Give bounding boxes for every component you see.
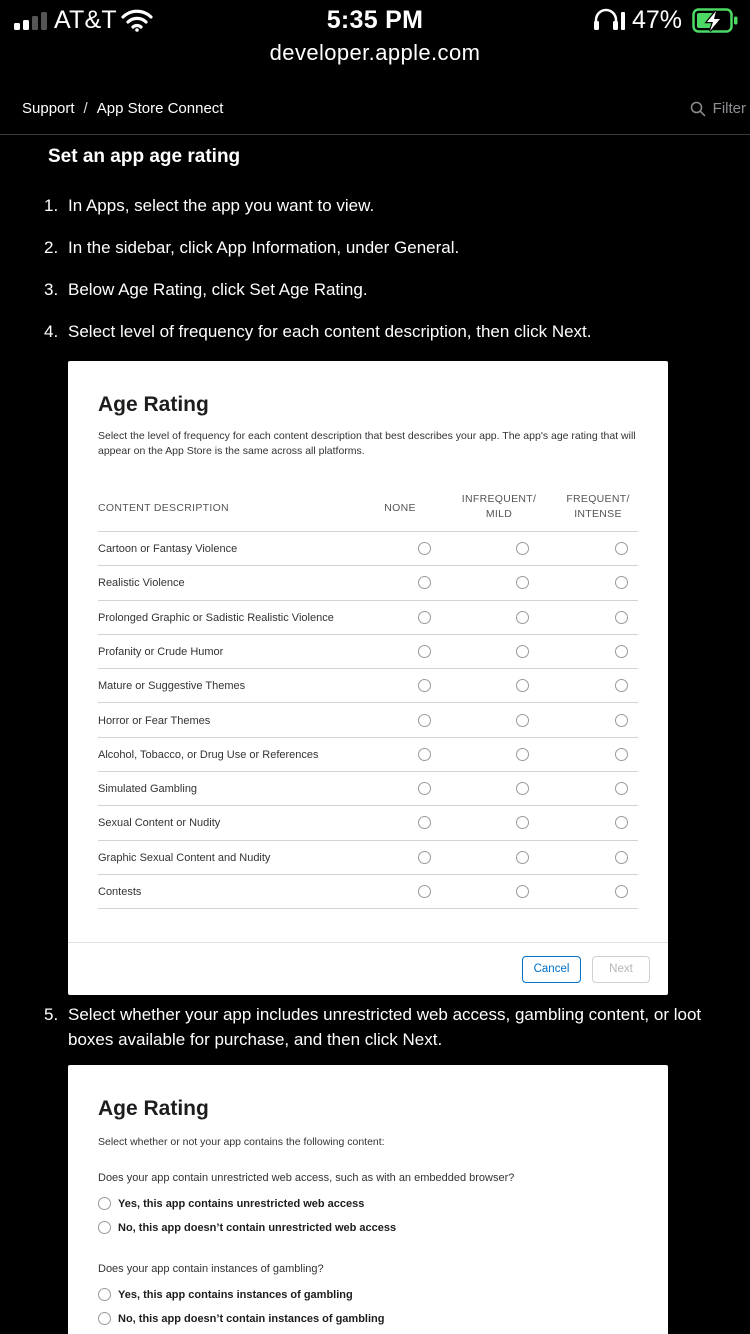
panel-footer-divider xyxy=(68,942,668,943)
panel-description: Select whether or not your app contains the following content: xyxy=(98,1136,385,1148)
breadcrumb-bar xyxy=(0,88,750,135)
step-number: 1. xyxy=(44,196,59,215)
step-text: In the sidebar, click App Information, under General. xyxy=(68,238,460,257)
table-row xyxy=(98,635,638,669)
radio-none[interactable] xyxy=(418,816,431,829)
step-number: 5. xyxy=(44,1005,59,1024)
content-description-label: Prolonged Graphic or Sadistic Realistic Violence xyxy=(98,611,334,624)
radio-frequent-intense[interactable] xyxy=(615,714,628,727)
table-row xyxy=(98,875,638,909)
table-header xyxy=(98,484,638,532)
step-number: 4. xyxy=(44,322,59,341)
radio-frequent-intense[interactable] xyxy=(615,679,628,692)
step-text: Select level of frequency for each content description, then click Next. xyxy=(68,322,592,341)
table-row xyxy=(98,669,638,703)
radio-frequent-intense[interactable] xyxy=(615,576,628,589)
column-header-line: INTENSE xyxy=(574,508,622,520)
step-text: Select whether your app includes unrestricted web access, gambling content, or loot boxes available for purchase, and then click Next. xyxy=(68,1005,702,1049)
list-item xyxy=(44,193,734,218)
column-header-line: MILD xyxy=(485,508,513,520)
list-item xyxy=(44,235,734,260)
radio-infrequent-mild[interactable] xyxy=(516,576,529,589)
radio-none[interactable] xyxy=(418,714,431,727)
radio-frequent-intense[interactable] xyxy=(615,542,628,555)
radio-none[interactable] xyxy=(418,576,431,589)
list-item xyxy=(44,1002,734,1052)
radio-infrequent-mild[interactable] xyxy=(516,851,529,864)
table-row xyxy=(98,704,638,738)
option-label: No, this app doesn’t contain unrestricted web access xyxy=(118,1221,397,1234)
radio-frequent-intense[interactable] xyxy=(615,748,628,761)
panel-title: Age Rating xyxy=(98,1097,209,1120)
radio-frequent-intense[interactable] xyxy=(615,611,628,624)
age-rating-content-screenshot xyxy=(68,1065,668,1334)
table-row xyxy=(98,601,638,635)
carrier-name: AT&T xyxy=(54,6,117,34)
cancel-button[interactable]: Cancel xyxy=(522,956,581,983)
next-button[interactable]: Next xyxy=(592,956,650,983)
panel-description: Select the level of frequency for each content description that best describes your app. The app's age rating that will appear on the App Store is the same across all platforms. xyxy=(98,430,636,457)
content-description-label: Alcohol, Tobacco, or Drug Use or References xyxy=(98,748,319,761)
table-row xyxy=(98,566,638,600)
radio-none[interactable] xyxy=(418,782,431,795)
content-description-label: Sexual Content or Nudity xyxy=(98,817,221,830)
breadcrumb-support-link[interactable]: Support xyxy=(22,100,75,117)
step-text: Below Age Rating, click Set Age Rating. xyxy=(68,280,368,299)
filter-label: Filter xyxy=(712,100,746,117)
question-gambling: Does your app contain instances of gambling? xyxy=(98,1263,324,1275)
radio-frequent-intense[interactable] xyxy=(615,816,628,829)
filter-search[interactable] xyxy=(690,100,746,117)
status-bar xyxy=(0,0,750,42)
radio-button[interactable] xyxy=(98,1312,111,1325)
content-description-label: Graphic Sexual Content and Nudity xyxy=(98,851,271,864)
radio-infrequent-mild[interactable] xyxy=(516,885,529,898)
column-header-frequent xyxy=(558,492,638,522)
search-icon xyxy=(690,101,706,117)
radio-infrequent-mild[interactable] xyxy=(516,542,529,555)
radio-none[interactable] xyxy=(418,679,431,692)
column-header-line: FREQUENT/ xyxy=(566,493,630,505)
radio-none[interactable] xyxy=(418,748,431,761)
question-web-access: Does your app contain unrestricted web access, such as with an embedded browser? xyxy=(98,1172,515,1184)
radio-infrequent-mild[interactable] xyxy=(516,679,529,692)
option-label: Yes, this app contains instances of gambling xyxy=(118,1288,353,1301)
breadcrumb-separator: / xyxy=(83,100,88,117)
list-item xyxy=(44,277,734,302)
radio-infrequent-mild[interactable] xyxy=(516,714,529,727)
breadcrumb-app-store-connect-link[interactable]: App Store Connect xyxy=(96,100,224,117)
radio-infrequent-mild[interactable] xyxy=(516,645,529,658)
radio-frequent-intense[interactable] xyxy=(615,851,628,864)
radio-infrequent-mild[interactable] xyxy=(516,611,529,624)
table-row xyxy=(98,841,638,875)
battery-percentage: 47% xyxy=(632,6,683,34)
column-header-content-description: CONTENT DESCRIPTION xyxy=(98,502,229,514)
content-description-label: Horror or Fear Themes xyxy=(98,714,211,727)
radio-none[interactable] xyxy=(418,645,431,658)
status-time: 5:35 PM xyxy=(326,6,424,34)
content-description-label: Mature or Suggestive Themes xyxy=(98,680,246,693)
radio-none[interactable] xyxy=(418,851,431,864)
option-label: Yes, this app contains unrestricted web access xyxy=(118,1197,365,1210)
address-bar-url[interactable]: developer.apple.com xyxy=(269,40,481,65)
age-rating-table-screenshot xyxy=(68,361,668,995)
radio-button[interactable] xyxy=(98,1221,111,1234)
option-gambling-no[interactable] xyxy=(98,1312,384,1325)
headphones-icon xyxy=(592,8,626,37)
table-row xyxy=(98,738,638,772)
radio-none[interactable] xyxy=(418,885,431,898)
content-description-label: Realistic Violence xyxy=(98,577,185,590)
panel-title: Age Rating xyxy=(98,393,209,416)
radio-none[interactable] xyxy=(418,542,431,555)
column-header-none: NONE xyxy=(384,502,416,514)
radio-button[interactable] xyxy=(98,1197,111,1210)
option-web-access-no[interactable] xyxy=(98,1221,396,1234)
radio-frequent-intense[interactable] xyxy=(615,885,628,898)
option-label: No, this app doesn’t contain instances of gambling xyxy=(118,1312,385,1325)
battery-charging-icon xyxy=(692,8,740,39)
step-text: In Apps, select the app you want to view. xyxy=(68,196,375,215)
content-description-label: Profanity or Crude Humor xyxy=(98,645,224,658)
column-header-line: INFREQUENT/ xyxy=(461,493,537,505)
step-number: 3. xyxy=(44,280,59,299)
content-description-label: Contests xyxy=(98,886,142,898)
radio-infrequent-mild[interactable] xyxy=(516,816,529,829)
radio-frequent-intense[interactable] xyxy=(615,645,628,658)
table-row xyxy=(98,806,638,840)
step-number: 2. xyxy=(44,238,59,257)
table-row xyxy=(98,772,638,806)
radio-button[interactable] xyxy=(98,1288,111,1301)
option-web-access-yes[interactable] xyxy=(98,1197,364,1210)
radio-infrequent-mild[interactable] xyxy=(516,748,529,761)
table-row xyxy=(98,532,638,566)
radio-infrequent-mild[interactable] xyxy=(516,782,529,795)
content-description-label: Simulated Gambling xyxy=(98,783,198,796)
radio-none[interactable] xyxy=(418,611,431,624)
content-description-label: Cartoon or Fantasy Violence xyxy=(98,543,238,555)
radio-frequent-intense[interactable] xyxy=(615,782,628,795)
column-header-infrequent xyxy=(459,492,539,522)
breadcrumb xyxy=(22,100,223,117)
section-title: Set an app age rating xyxy=(48,146,241,167)
option-gambling-yes[interactable] xyxy=(98,1288,353,1301)
list-item xyxy=(44,319,734,344)
